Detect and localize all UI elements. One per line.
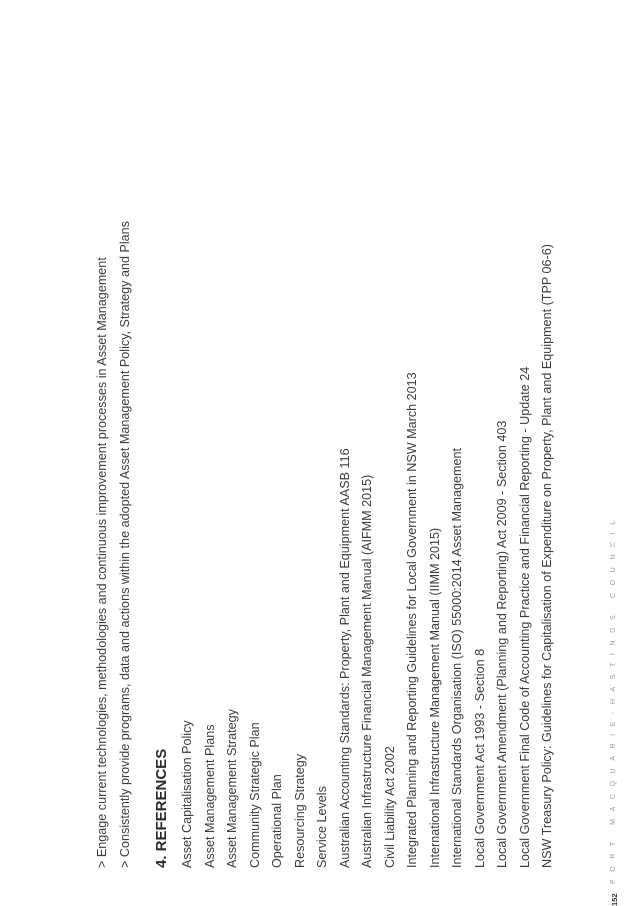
reference-item: Local Government Act 1993 - Section 8	[472, 648, 487, 868]
reference-item: Asset Management Strategy	[225, 709, 239, 868]
reference-item: Asset Management Plans	[202, 724, 217, 868]
bullet-item: > Consistently provide programs, data and actions within the adopted Asset Management Policy, Strategy and Plans	[118, 221, 132, 868]
reference-item: Service Levels	[315, 786, 329, 868]
reference-item: Australian Accounting Standards: Property, Plant and Equipment AASB 116	[337, 448, 352, 868]
reference-item: Operational Plan	[270, 774, 284, 868]
reference-item: Civil Liability Act 2002	[382, 746, 397, 868]
reference-item: Community Strategic Plan	[247, 722, 262, 868]
reference-item: NSW Treasury Policy: Guidelines for Capitalisation of Expenditure on Property, Plant and Equipment (TPP 06-6)	[540, 244, 554, 868]
reference-item: Australian Infrastructure Financial Management Manual (AIFMM 2015)	[360, 474, 374, 868]
reference-item: International Standards Organisation (ISO) 55000:2014 Asset Management	[450, 447, 464, 868]
bullet-item: > Engage current technologies, methodologies and continuous improvement processes in Asset Management	[95, 257, 109, 868]
reference-item: International Infrastructure Management Manual (IIMM 2015)	[427, 527, 442, 868]
reference-item: Resourcing Strategy	[292, 753, 307, 868]
page-number: 152	[610, 893, 619, 906]
reference-item: Local Government Final Code of Accounting Practice and Financial Reporting - Update 24	[517, 366, 532, 868]
running-footer-title: PORT MACQUARIE-HASTINGS COUNCIL	[610, 513, 617, 884]
reference-item: Asset Capitalisation Policy	[180, 720, 194, 868]
reference-item: Integrated Planning and Reporting Guidelines for Local Government in NSW March 2013	[405, 372, 419, 868]
reference-item: Local Government Amendment (Planning and Reporting) Act 2009 - Section 403	[495, 420, 509, 868]
references-heading: 4. REFERENCES	[153, 748, 170, 868]
